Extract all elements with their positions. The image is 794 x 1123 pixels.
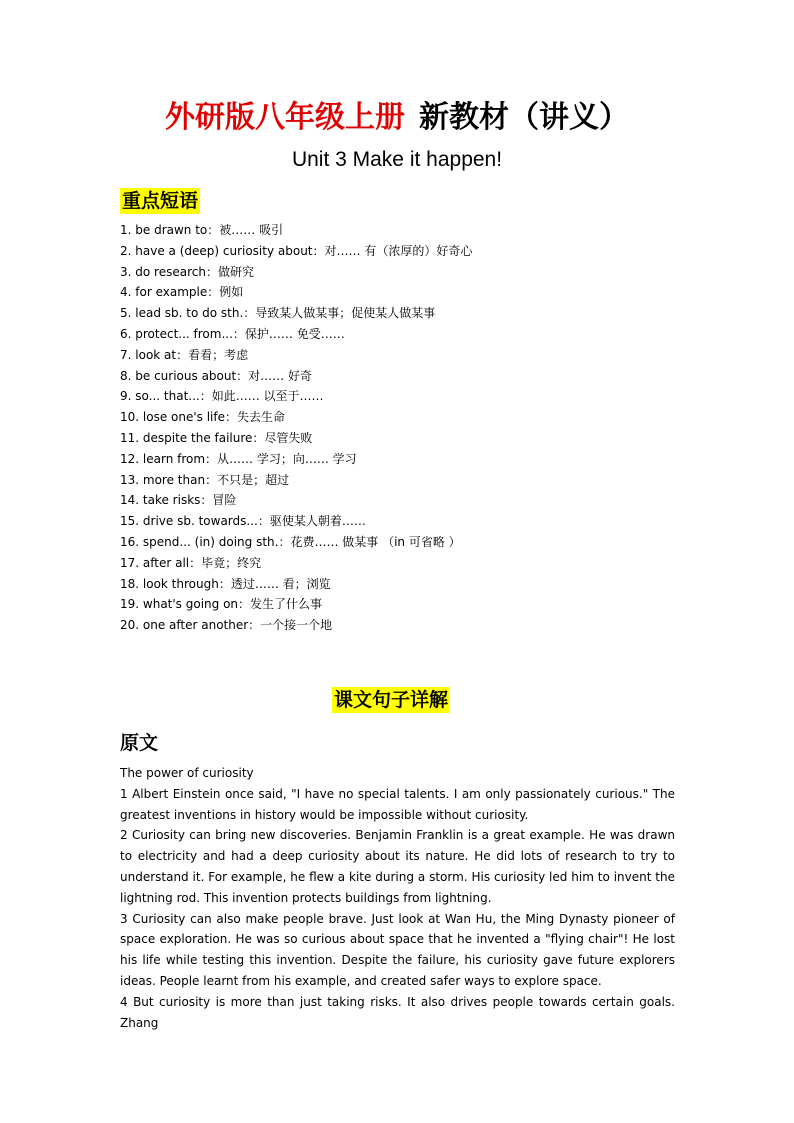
list-item: 17. after all：毕竟；终究 [120,555,262,570]
list-item: 10. lose one's life：失去生命 [120,410,285,425]
list-item: 6. protect... from...：保护…… 免受…… [120,326,345,341]
list-item: 14. take risks：冒险 [120,493,237,508]
list-item: 5. lead sb. to do sth.：导致某人做某事；促使某人做某事 [120,306,436,321]
list-item: 20. one after another：一个接一个地 [120,618,333,633]
key-phrases-list [120,220,680,636]
list-item: 13. more than：不只是；超过 [120,472,290,487]
list-item: 1. be drawn to：被…… 吸引 [120,223,284,237]
list-item: 9. so... that...：如此…… 以至于…… [120,389,324,404]
list-item: 15. drive sb. towards...：驱使某人朝着…… [120,514,366,529]
unit-subtitle: Unit 3 Make it happen! [291,148,503,171]
title-black-part: 新教材（讲义） [419,100,629,135]
list-item: 2. have a (deep) curiosity about：对…… 有（浓厚的）好奇心 [120,243,473,258]
page-title [0,98,794,138]
passage-paragraph: 3 Curiosity can also make people brave. Just look at Wan Hu, the Ming Dynasty pioneer of space exploration. He was so curious about space that he invented a "flying chair"! He lost his life while testing this invention. Despite the failure, his curiosity gave future explorers ideas. People learnt from his example, and created safer ways to explore space. [120,911,675,988]
list-item: 4. for example：例如 [120,285,244,300]
list-item: 18. look through：透过…… 看；浏览 [120,576,331,591]
text-explanation-heading: 课文句子详解 [334,689,449,711]
list-item: 7. look at：看看；考虑 [120,347,249,362]
original-text-heading: 原文 [120,732,159,754]
key-phrases-heading: 重点短语 [122,190,199,212]
passage-paragraph: 1 Albert Einstein once said, "I have no special talents. I am only passionately curious." The greatest inventions in history would be impossible without curiosity. [120,786,675,822]
original-passage [120,763,675,1033]
passage-paragraph: 2 Curiosity can bring new discoveries. Benjamin Franklin is a great example. He was drawn to electricity and had a deep curiosity about its nature. He did lots of research to try to understand it. For example, he flew a kite during a storm. His curiosity led him to invent the lightning rod. This invention protects buildings from lightning. [120,828,675,905]
list-item: 16. spend... (in) doing sth.：花费…… 做某事 （in 可省略 ） [120,534,461,549]
list-item: 11. despite the failure：尽管失败 [120,430,313,445]
passage-title: The power of curiosity [120,766,254,780]
list-item: 8. be curious about：对…… 好奇 [120,368,313,383]
list-item: 19. what's going on：发生了什么事 [120,597,323,612]
passage-paragraph: 4 But curiosity is more than just taking risks. It also drives people towards certain goals. Zhang [120,994,675,1030]
list-item: 12. learn from：从…… 学习；向…… 学习 [120,451,357,466]
list-item: 3. do research：做研究 [120,264,254,279]
title-red-part: 外研版八年级上册 [165,100,405,135]
